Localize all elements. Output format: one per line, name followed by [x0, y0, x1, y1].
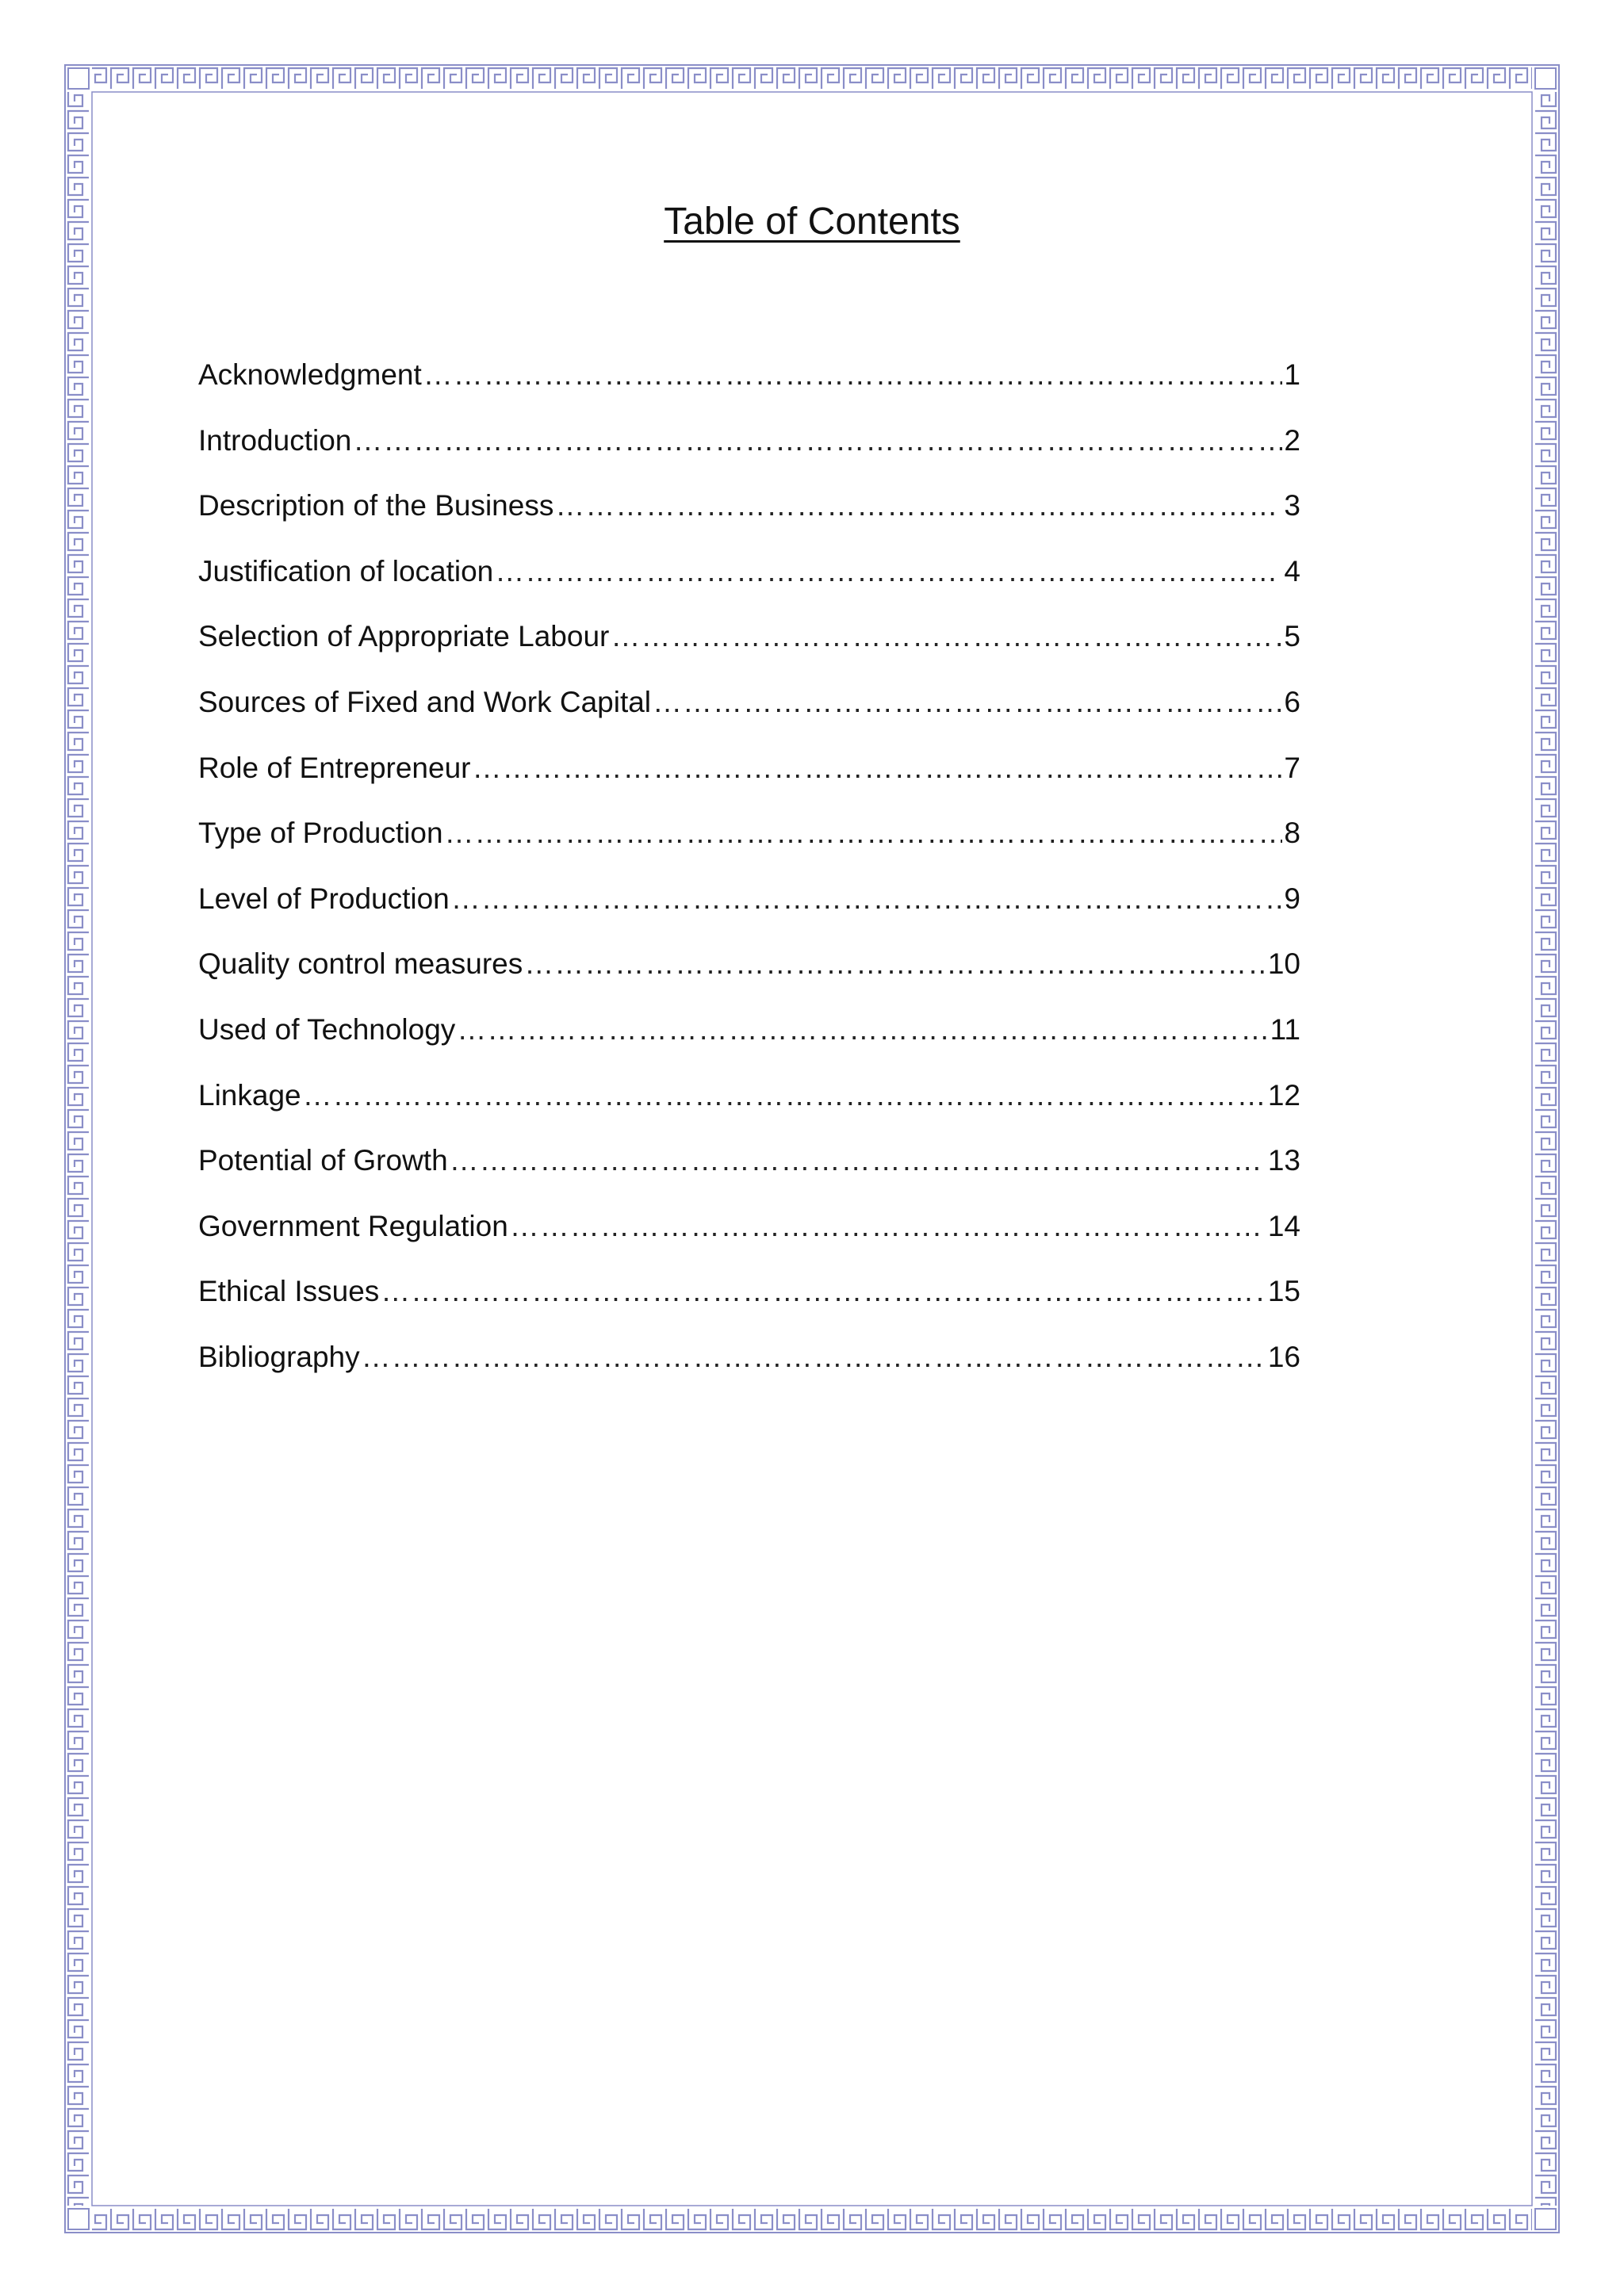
toc-entry-description-of-business — [198, 484, 1300, 549]
toc-dot-leader — [445, 811, 1283, 855]
table-of-contents — [198, 353, 1300, 1401]
toc-entry-label: Linkage — [198, 1078, 301, 1112]
toc-entry-introduction — [198, 419, 1300, 484]
toc-entry-bibliography — [198, 1335, 1300, 1401]
toc-entry-page: 11 — [1270, 1012, 1300, 1046]
toc-dot-leader — [495, 549, 1282, 594]
toc-entry-label: Type of Production — [198, 817, 443, 850]
toc-dot-leader — [450, 1138, 1266, 1183]
toc-entry-label: Selection of Appropriate Labour — [198, 620, 610, 653]
toc-entry-page: 6 — [1284, 685, 1300, 718]
toc-dot-leader — [555, 484, 1282, 528]
toc-entry-sources-of-capital — [198, 680, 1300, 746]
toc-dot-leader — [423, 353, 1283, 397]
toc-dot-leader — [457, 1008, 1268, 1052]
toc-entry-linkage — [198, 1073, 1300, 1139]
toc-entry-justification-of-location — [198, 549, 1300, 615]
toc-dot-leader — [362, 1335, 1266, 1380]
toc-dot-leader — [611, 614, 1282, 659]
toc-entry-label: Role of Entrepreneur — [198, 751, 471, 784]
toc-entry-label: Quality control measures — [198, 947, 523, 981]
toc-entry-acknowledgment — [198, 353, 1300, 419]
toc-entry-quality-control — [198, 942, 1300, 1008]
toc-entry-label: Bibliography — [198, 1340, 360, 1373]
toc-entry-page: 10 — [1267, 947, 1300, 981]
toc-dot-leader — [653, 680, 1282, 725]
toc-entry-page: 15 — [1267, 1275, 1300, 1308]
toc-entry-label: Acknowledgment — [198, 358, 422, 391]
toc-entry-label: Introduction — [198, 423, 352, 457]
toc-entry-potential-of-growth — [198, 1138, 1300, 1204]
page-title-text: Table of Contents — [664, 201, 960, 243]
toc-entry-page: 8 — [1284, 817, 1300, 850]
toc-dot-leader — [303, 1073, 1266, 1118]
toc-dot-leader — [510, 1204, 1266, 1249]
toc-entry-label: Level of Production — [198, 882, 450, 915]
toc-entry-selection-of-labour — [198, 614, 1300, 680]
toc-entry-page: 13 — [1267, 1144, 1300, 1177]
toc-entry-page: 7 — [1284, 751, 1300, 784]
toc-entry-label: Used of Technology — [198, 1012, 456, 1046]
toc-entry-page: 4 — [1284, 554, 1300, 587]
toc-entry-label: Ethical Issues — [198, 1275, 380, 1308]
toc-dot-leader — [353, 419, 1282, 463]
toc-entry-page: 1 — [1284, 358, 1300, 391]
toc-entry-label: Sources of Fixed and Work Capital — [198, 685, 652, 718]
toc-entry-page: 3 — [1284, 489, 1300, 522]
toc-entry-page: 14 — [1267, 1209, 1300, 1242]
toc-entry-label: Potential of Growth — [198, 1144, 448, 1177]
toc-entry-ethical-issues — [198, 1269, 1300, 1335]
toc-entry-label: Justification of location — [198, 554, 494, 587]
toc-entry-page: 12 — [1267, 1078, 1300, 1112]
toc-entry-page: 9 — [1284, 882, 1300, 915]
toc-entry-label: Government Regulation — [198, 1209, 508, 1242]
toc-dot-leader — [381, 1269, 1266, 1314]
toc-entry-type-of-production — [198, 811, 1300, 877]
toc-entry-page: 16 — [1267, 1340, 1300, 1373]
toc-entry-label: Description of the Business — [198, 489, 554, 522]
toc-entry-used-of-technology — [198, 1008, 1300, 1073]
toc-entry-role-of-entrepreneur — [198, 746, 1300, 812]
toc-entry-page: 2 — [1284, 423, 1300, 457]
toc-entry-government-regulation — [198, 1204, 1300, 1270]
toc-dot-leader — [451, 877, 1283, 921]
toc-entry-level-of-production — [198, 877, 1300, 943]
toc-dot-leader — [472, 746, 1282, 790]
toc-dot-leader — [524, 942, 1266, 986]
toc-entry-page: 5 — [1284, 620, 1300, 653]
page-title — [0, 197, 1624, 247]
